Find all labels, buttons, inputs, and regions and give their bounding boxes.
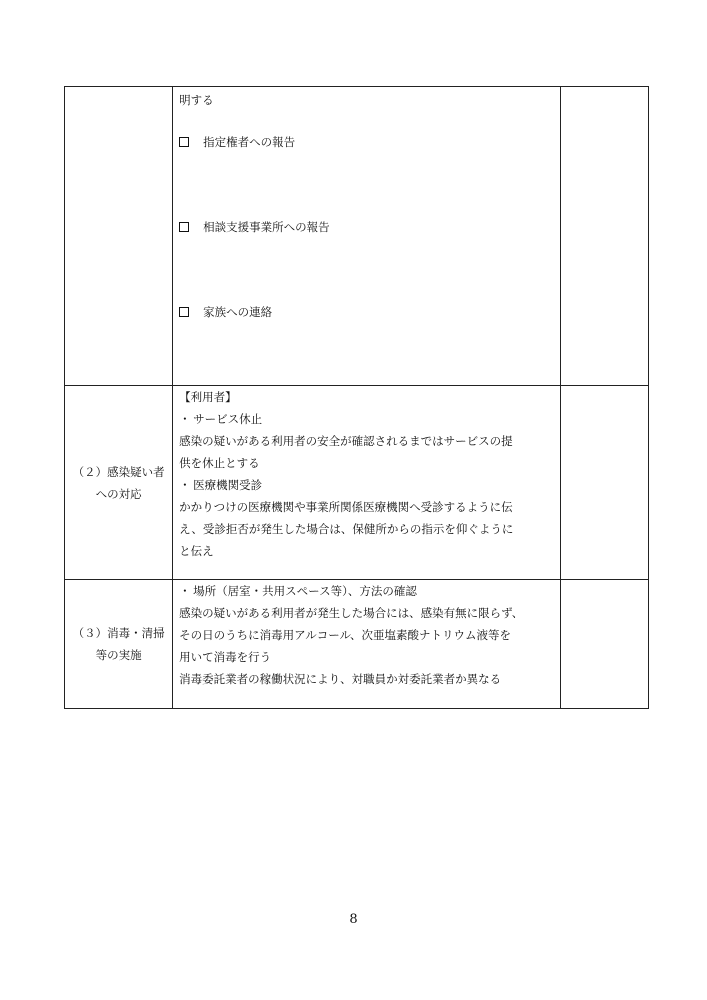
- table-row: [65, 87, 649, 386]
- bullet-mark: ・: [179, 584, 191, 598]
- section-heading-line: 等の実施: [95, 648, 142, 662]
- notes-cell: [560, 580, 648, 709]
- continued-text: 明する: [179, 93, 214, 107]
- section-heading-line: への対応: [95, 486, 142, 501]
- notes-cell: [560, 386, 648, 580]
- checkbox-icon[interactable]: [179, 137, 189, 147]
- section-heading-cell: [65, 386, 173, 580]
- section-heading-line: （３）消毒・清掃: [72, 626, 165, 640]
- page-number: 8: [349, 912, 358, 927]
- bullet-item: [179, 580, 552, 602]
- body-text-line: 消毒委託業者の稼働状況により、対職員か対委託業者か異なる: [179, 672, 502, 686]
- bullet-label: 医療機関受診: [193, 478, 263, 492]
- section-heading-cell: [65, 580, 173, 709]
- content-cell: [173, 87, 561, 386]
- checklist-item[interactable]: [179, 131, 552, 153]
- body-text-line: その日のうちに消毒用アルコール、次亜塩素酸ナトリウム液等を: [179, 628, 511, 642]
- bullet-mark: ・: [179, 478, 191, 492]
- checklist-item[interactable]: [179, 301, 552, 323]
- bullet-item: [179, 408, 552, 430]
- bullet-label: 場所（居室・共用スペース等）、方法の確認: [193, 584, 417, 598]
- body-text-line: 供を休止とする: [179, 456, 260, 470]
- checkbox-icon[interactable]: [179, 222, 189, 232]
- table-row: [65, 386, 649, 580]
- subject-label: 【利用者】: [179, 390, 237, 404]
- body-text-line: と伝え: [179, 544, 214, 558]
- checklist-item[interactable]: [179, 216, 552, 238]
- procedure-table: [64, 86, 649, 709]
- body-text-line: 用いて消毒を行う: [179, 650, 272, 664]
- body-text-line: え、受診拒否が発生した場合は、保健所からの指示を仰ぐように: [179, 522, 514, 536]
- body-text-line: かかりつけの医療機関や事業所関係医療機関へ受診するように伝: [179, 500, 513, 514]
- bullet-mark: ・: [179, 412, 191, 426]
- section-heading-line: （２）感染疑い者: [72, 464, 165, 479]
- checklist-item-label: 家族への連絡: [203, 305, 273, 319]
- bullet-item: [179, 474, 552, 496]
- checklist-item-label: 相談支援事業所への報告: [203, 220, 330, 234]
- table-row: [65, 580, 649, 709]
- heading-cell-empty: [65, 87, 173, 386]
- notes-cell: [560, 87, 648, 386]
- checklist-item-label: 指定権者への報告: [203, 135, 296, 149]
- content-cell: [173, 580, 561, 709]
- bullet-label: サービス休止: [193, 412, 263, 426]
- body-text-line: 感染の疑いがある利用者の安全が確認されるまではサービスの提: [179, 434, 513, 448]
- content-cell: [173, 386, 561, 580]
- body-text-line: 感染の疑いがある利用者が発生した場合には、感染有無に限らず、: [179, 606, 524, 620]
- checkbox-icon[interactable]: [179, 307, 189, 317]
